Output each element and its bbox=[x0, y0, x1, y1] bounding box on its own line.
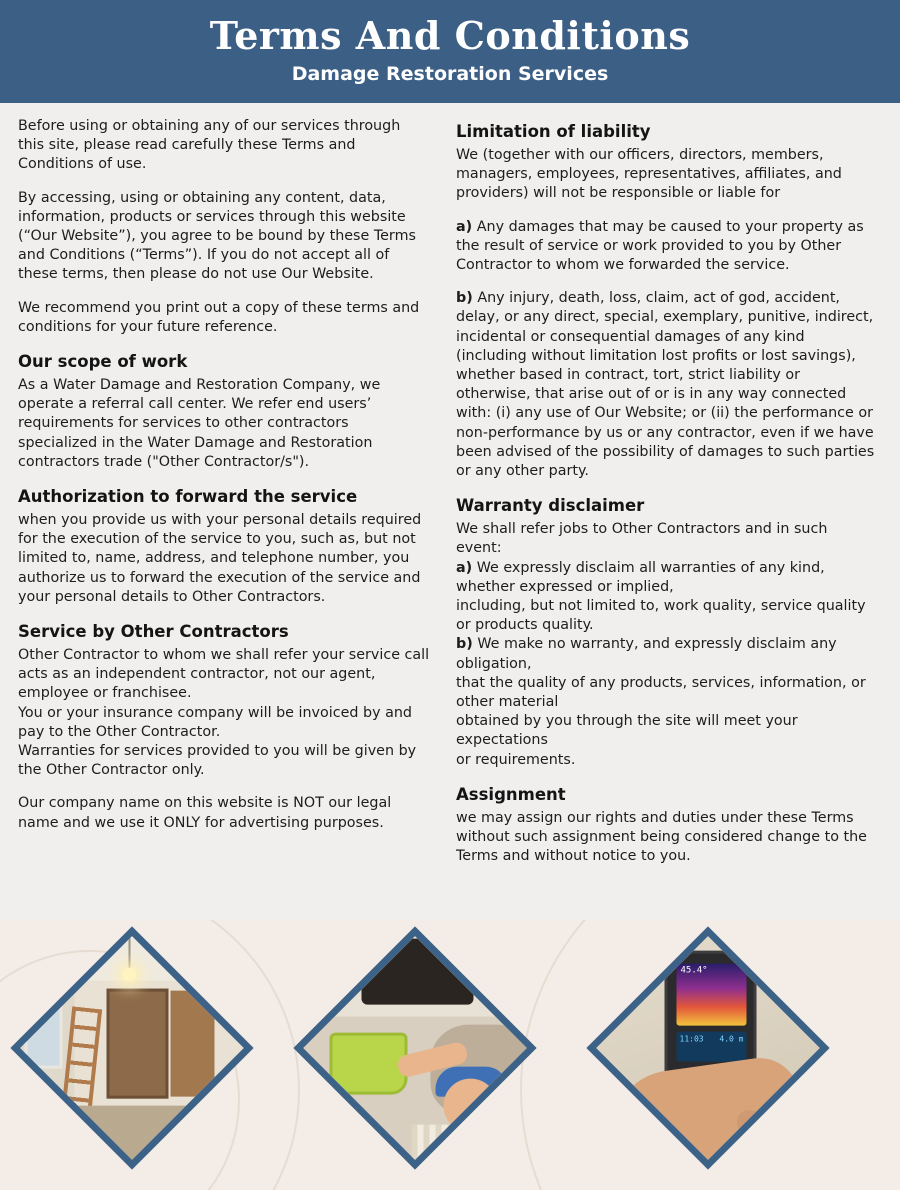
service-body-3: Warranties for services provided to you will be given by the Other Contractor only. bbox=[18, 743, 417, 779]
authorization-body: when you provide us with your personal details required for the execution of the service to you, such as, but not limited to, name, address, and telephone number, you authorize us to forward the execution of the service and your personal details to Other Contractors. bbox=[18, 512, 422, 605]
document-body bbox=[0, 103, 900, 881]
room-door bbox=[107, 989, 169, 1099]
intro-paragraph-1: Before using or obtaining any of our services through this site, please read carefully these Terms and Conditions of use. bbox=[18, 118, 401, 173]
thermal-temperature-readout: 45.4° bbox=[680, 965, 708, 976]
footer-image-strip bbox=[0, 920, 900, 1190]
authorization-heading: Authorization to forward the service bbox=[18, 487, 358, 507]
ceiling-hole bbox=[362, 939, 474, 1005]
intro-paragraph-2: By accessing, using or obtaining any content, data, information, products or services through this website (“Our Website”), you agree to be bound by these Terms and Conditions (“Terms”). If you do not accept all of these terms, then please do not use Our Website. bbox=[18, 189, 416, 283]
service-body-4: Our company name on this website is NOT our legal name and we use it ONLY for advertising purposes. bbox=[18, 795, 392, 831]
liability-item-a-text: Any damages that may be caused to your property as the result of service or work provided to you by Other Contractor to whom we forwarded the service. bbox=[456, 218, 864, 274]
service-body-2: You or your insurance company will be invoiced by and pay to the Other Contractor. bbox=[18, 704, 412, 740]
assignment-body: we may assign our rights and duties under these Terms without such assignment being considered change to the Terms and without notice to you. bbox=[456, 809, 867, 865]
warranty-item-b-line2: that the quality of any products, services, information, or other material bbox=[456, 674, 866, 711]
scope-of-work-body: As a Water Damage and Restoration Company, we operate a referral call center. We refer end users’ requirements for services to other contractors specialized in the Water Damage and Restoration contractors trade ("Other Contractor/s"). bbox=[18, 377, 381, 470]
hanging-bulb-icon bbox=[129, 929, 131, 971]
warranty-item-b-line4: or requirements. bbox=[456, 751, 576, 768]
green-bucket bbox=[330, 1033, 408, 1095]
warranty-item-b-line1: We make no warranty, and expressly disclaim any obligation, bbox=[456, 636, 837, 672]
right-column bbox=[456, 117, 876, 881]
liability-intro: We (together with our officers, directors, members, managers, employees, representatives, affiliates, and providers) will not be responsible or liable for bbox=[456, 147, 842, 202]
worker-head bbox=[444, 1079, 498, 1133]
thermal-imaging-camera-photo bbox=[586, 926, 829, 1169]
limitation-of-liability-heading: Limitation of liability bbox=[456, 122, 651, 141]
liability-item-a bbox=[456, 218, 876, 276]
warranty-disclaimer-heading: Warranty disclaimer bbox=[456, 496, 645, 516]
liability-item-b-text: Any injury, death, loss, claim, act of god, accident, delay, or any direct, special, exemplary, punitive, indirect, incidental or consequential damages of any kind (including without limitation lost profits or lost savings), whether based in contract, tort, strict liability or otherwise, that arise out of or is in any way connected with: (i) any use of Our Website; or (ii) the performance or non-performance by us or any contractor, even if we have been advised of the possibility of damages to such parties or any other party. bbox=[456, 290, 875, 480]
room-window bbox=[24, 995, 62, 1069]
thermal-readout-left: 11:03 bbox=[679, 1034, 704, 1044]
warranty-item-a-line1: We expressly disclaim all warranties of any kind, whether expressed or implied, bbox=[456, 559, 825, 595]
warranty-item-b-label: b) bbox=[456, 636, 473, 653]
room-door-secondary bbox=[171, 991, 215, 1097]
liability-item-a-label: a) bbox=[456, 218, 473, 235]
ceiling-hole-secondary bbox=[318, 951, 366, 991]
service-body-1: Other Contractor to whom we shall refer your service call acts as an independent contractor, not our agent, employee or franchisee. bbox=[18, 647, 430, 702]
thermal-camera-secondary-display bbox=[677, 1032, 747, 1062]
damaged-room-photo bbox=[10, 926, 253, 1169]
liability-item-b-label: b) bbox=[456, 290, 473, 307]
warranty-item-b-line3: obtained by you through the site will meet your expectations bbox=[456, 713, 798, 749]
worker-body bbox=[412, 1125, 530, 1170]
warranty-item-b bbox=[456, 635, 876, 673]
scope-of-work-heading: Our scope of work bbox=[18, 352, 188, 372]
intro-paragraph-3: We recommend you print out a copy of these terms and conditions for your future reference. bbox=[18, 299, 420, 335]
room-floor bbox=[11, 1106, 254, 1170]
warranty-item-a-label: a) bbox=[456, 559, 473, 576]
page-subtitle: Damage Restoration Services bbox=[291, 63, 609, 85]
thumb bbox=[735, 1108, 797, 1144]
assignment-heading: Assignment bbox=[456, 784, 566, 804]
document-header bbox=[0, 0, 900, 103]
left-column bbox=[18, 117, 430, 881]
warranty-item-a bbox=[456, 559, 876, 597]
page-title: Terms And Conditions bbox=[209, 13, 691, 58]
service-by-other-contractors-heading: Service by Other Contractors bbox=[18, 622, 289, 642]
liability-item-b bbox=[456, 289, 876, 481]
warranty-item-a-continued: including, but not limited to, work quality, service quality or products quality. bbox=[456, 598, 866, 634]
ceiling-leak-bucket-photo bbox=[293, 926, 536, 1169]
warranty-intro: We shall refer jobs to Other Contractors and in such event: bbox=[456, 521, 828, 557]
thermal-camera-screen bbox=[677, 964, 747, 1026]
diamond-photo-group bbox=[0, 920, 900, 1190]
thermal-readout-right: 4.0 m bbox=[719, 1034, 744, 1044]
